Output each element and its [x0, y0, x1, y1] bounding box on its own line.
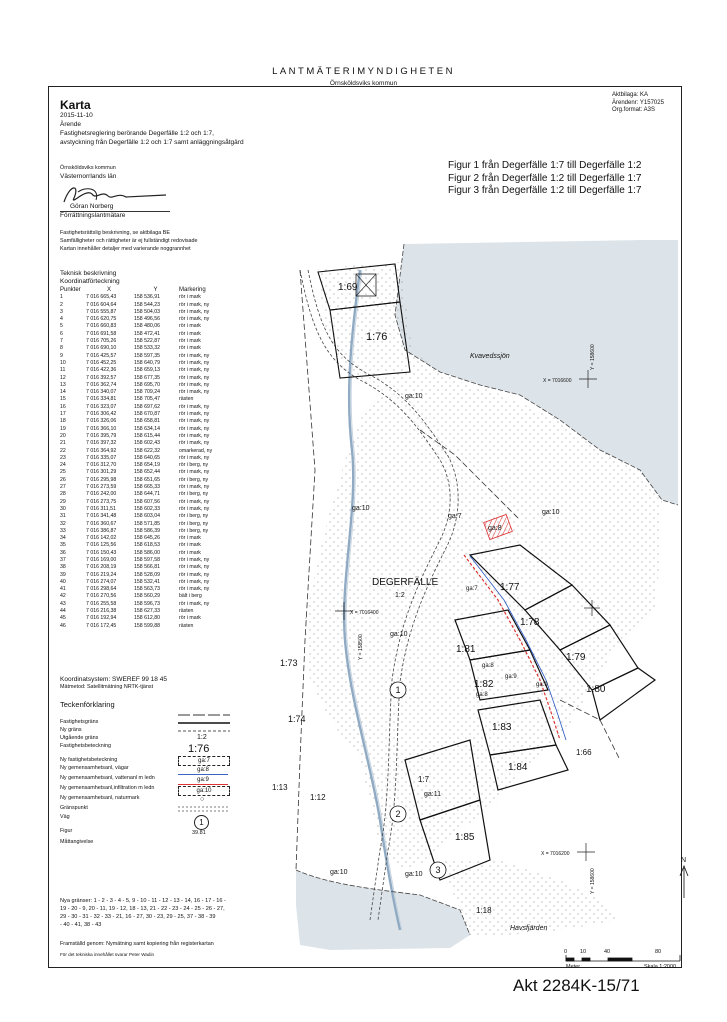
point-number: 37: [60, 556, 66, 563]
doc-date: 2015-11-10: [60, 112, 93, 119]
coord-x: 7 016 364,92: [86, 447, 117, 454]
coord-y: 158 596,73: [134, 600, 160, 607]
legend-sample: 39.81: [192, 830, 206, 836]
marking: rästen: [179, 622, 194, 629]
coord-x: 7 016 142,02: [86, 535, 117, 542]
coord-y: 158 618,53: [134, 542, 160, 549]
legend-label: Väg: [60, 814, 70, 820]
label-ga: ga:10: [405, 871, 423, 878]
legend-sample: 1:2: [197, 734, 207, 741]
signer-title: Förrättningslantmätare: [60, 212, 126, 219]
coord-y: 158 651,65: [134, 476, 160, 483]
marking: rör i berg, ny: [179, 491, 209, 498]
marking: rör i mark, ny: [179, 374, 210, 381]
measure-method: Mätmetod: Satellitmätning NRTK-tjänst: [60, 684, 154, 690]
coord-x: 7 016 397,32: [86, 440, 117, 447]
scale-tick: 40: [604, 949, 611, 955]
coord-x: 7 016 323,07: [86, 403, 117, 410]
new-borders-line: 19 - 20 - 9, 20 - 11, 19 - 12, 18 - 13, 21 - 22 - 23 - 24 - 25 - 26 - 27,: [60, 906, 225, 912]
coord-x: 7 016 295,98: [86, 476, 117, 483]
label-ga: ga:9: [505, 674, 517, 680]
coord-x: 7 016 311,51: [86, 505, 116, 512]
coord-x: 7 016 425,57: [86, 352, 117, 359]
coord-y: 158 670,87: [134, 411, 160, 418]
coord-system: Koordinatsystem: SWEREF 99 18 45: [60, 676, 167, 683]
scale-bar: [566, 955, 680, 961]
coord-y: 158 603,04: [134, 513, 160, 520]
marking: rör i mark, ny: [179, 469, 210, 476]
coord-y: 158 615,44: [134, 432, 160, 439]
label-degerfalle: DEGERFÄLLE: [372, 577, 439, 588]
coord-y: 158 528,09: [134, 571, 160, 578]
org-format: Org.format: A3S: [612, 107, 656, 113]
marking: rör i mark, ny: [179, 418, 210, 425]
office: Örnsköldsviks kommun: [60, 165, 116, 171]
figure-line-1: Figur 1 från Degerfälle 1:7 till Degerfälle 1:2: [448, 160, 642, 171]
coord-y: 158 640,79: [134, 359, 160, 366]
footer-produced: Framställd genom: Nymätning samt kopiering från registerkartan: [60, 941, 214, 947]
marking: rör i mark, ny: [179, 578, 210, 585]
label-parcel: 1:74: [288, 714, 306, 724]
marking: rör i mark, ny: [179, 484, 210, 491]
legend-label: Fastighetsgräns: [60, 719, 99, 725]
marking: rör i berg, ny: [179, 476, 209, 483]
label-parcel: 1:76: [366, 331, 388, 343]
point-number: 14: [60, 389, 66, 396]
coord-x: 7 016 326,06: [86, 418, 117, 425]
coord-x: 7 016 555,87: [86, 308, 117, 315]
point-number: 9: [60, 352, 63, 359]
marking: rör i mark, ny: [179, 367, 210, 374]
coord-y: 158 654,19: [134, 462, 160, 469]
marking: rör i mark, ny: [179, 301, 210, 308]
point-number: 20: [60, 432, 66, 439]
legend-sample: ga:8: [178, 766, 228, 775]
marking: rästen: [179, 608, 194, 615]
marking: rör i mark, ny: [179, 403, 210, 410]
coord-x: 7 016 192,94: [86, 615, 117, 622]
scale-ratio: Skala 1:2000: [644, 964, 677, 970]
coord-y: 158 622,32: [134, 447, 160, 454]
marking: rör i mark: [179, 330, 201, 337]
coord-x: 7 016 216,38: [86, 608, 117, 615]
case-line-1: Fastighetsreglering berörande Degerfälle 1:2 och 1:7,: [60, 130, 214, 137]
point-number: 3: [60, 308, 63, 315]
point-number: 7: [60, 338, 63, 345]
coord-x: 7 016 340,07: [86, 389, 117, 396]
legend-label: Ny gemensamhetsanl, naturmark: [60, 795, 140, 801]
legend-label: Utgående gräns: [60, 735, 99, 741]
point-number: 12: [60, 374, 66, 381]
coord-x: 7 016 604,64: [86, 301, 117, 308]
point-number: 42: [60, 593, 66, 600]
label-ga: ga:8: [482, 663, 494, 669]
label-parcel: 1:83: [492, 722, 512, 733]
coord-x: 7 016 255,58: [86, 600, 117, 607]
marking: rör i mark, ny: [179, 440, 210, 447]
point-number: 23: [60, 454, 66, 461]
coord-y: 158 697,62: [134, 403, 160, 410]
point-number: 24: [60, 462, 66, 469]
authority-name: LANTMÄTERIMYNDIGHETEN: [272, 66, 455, 77]
coord-x: 7 016 301,29: [86, 469, 117, 476]
marking: rör i mark: [179, 323, 201, 330]
label-ga: ga:10: [542, 509, 560, 516]
label-parcel: 1:85: [455, 832, 475, 843]
marking: rör i mark, ny: [179, 571, 210, 578]
point-number: 19: [60, 425, 66, 432]
scale-tick: 0: [564, 949, 568, 955]
point-number: 1: [60, 294, 63, 301]
coord-x: 7 016 620,75: [86, 316, 117, 323]
point-number: 11: [60, 367, 66, 374]
point-number: 32: [60, 520, 66, 527]
coord-y: 158 536,91: [134, 294, 160, 301]
coord-x: 7 016 172,45: [86, 622, 117, 629]
point-number: 15: [60, 396, 66, 403]
coord-x: 7 016 169,00: [86, 556, 117, 563]
point-number: 41: [60, 586, 66, 593]
label-parcel: 1:81: [456, 644, 476, 655]
coord-y: 158 634,14: [134, 425, 160, 432]
coord-y: 158 709,24: [134, 389, 160, 396]
coord-y: 158 658,81: [134, 418, 160, 425]
coord-x: 7 016 341,48: [86, 513, 117, 520]
legend-figure-circle: 1: [194, 815, 209, 830]
point-number: 40: [60, 578, 66, 585]
marking: rör i berg, ny: [179, 462, 209, 469]
coord-x: 7 016 362,74: [86, 381, 117, 388]
legend-label: Ny gemensamhetsanl, vägar: [60, 765, 129, 771]
coord-y: 158 597,58: [134, 556, 160, 563]
arendenr: Ärendenr: Y157025: [612, 99, 664, 106]
new-borders-line: 29 - 30 - 31 - 32 - 33 - 21, 16 - 27, 30 - 23, 29 - 25, 37 - 38 - 39: [60, 914, 216, 920]
marking: rör i mark, ny: [179, 498, 210, 505]
marking: bält i berg: [179, 593, 202, 600]
legend-label: Ny gemensamhetsanl,infiltration m ledn: [60, 785, 155, 791]
marking: rästen: [179, 396, 194, 403]
coord-x: 7 016 306,42: [86, 411, 117, 418]
label-lake: Kvavedssjön: [470, 353, 510, 360]
coord-y: 158 597,35: [134, 352, 160, 359]
label-parcel: 1:13: [272, 783, 288, 792]
coord-y: 158 599,88: [134, 622, 160, 629]
col-header: X: [106, 287, 111, 293]
coord-y: 158 571,85: [134, 520, 160, 527]
marking: rör i mark, ny: [179, 564, 210, 571]
new-borders-line: - 40 - 41, 38 - 43: [60, 922, 102, 928]
grid-label: X = 7016400: [350, 610, 379, 616]
point-number: 18: [60, 418, 66, 425]
marking: rör i mark: [179, 294, 201, 301]
label-parcel: 1:79: [566, 652, 586, 663]
point-number: 35: [60, 542, 66, 549]
boundary-point-icon: ○: [200, 796, 205, 803]
label-ga: ga:7: [448, 513, 462, 520]
label-degerfalle-sub: 1:2: [395, 592, 405, 599]
coord-x: 7 016 273,75: [86, 498, 117, 505]
label-parcel: 1:66: [576, 748, 592, 757]
coord-x: 7 016 335,07: [86, 454, 117, 461]
point-number: 13: [60, 381, 66, 388]
marking: rör i mark: [179, 542, 201, 549]
coord-y: 158 640,65: [134, 454, 160, 461]
marking: rör i mark, ny: [179, 316, 210, 323]
north-label: N: [681, 857, 687, 864]
coord-x: 7 016 691,58: [86, 330, 117, 337]
coord-y: 158 496,56: [134, 316, 160, 323]
coord-y: 158 627,33: [134, 608, 160, 615]
tech-heading: Teknisk beskrivning: [60, 270, 117, 277]
figure-number: 3: [435, 865, 441, 875]
marking: rör i berg, ny: [179, 527, 209, 534]
point-number: 10: [60, 359, 66, 366]
legend-label: Ny gemensamhetsanl, vattenanl m ledn: [60, 775, 155, 781]
coord-x: 7 016 312,70: [86, 462, 117, 469]
point-number: 22: [60, 447, 66, 454]
new-borders-line: Nya gränser: 1 - 2 - 3 - 4 - 5, 9 - 10 - 11 - 12 - 13 - 14, 16 - 17 - 16 -: [60, 898, 226, 904]
figure-number: 2: [395, 809, 401, 819]
coord-y: 158 645,26: [134, 535, 160, 542]
point-number: 33: [60, 527, 66, 534]
marking: rör i mark, ny: [179, 425, 210, 432]
akt-number: Akt 2284K-15/71: [513, 976, 640, 995]
coord-x: 7 016 665,43: [86, 294, 117, 301]
case-line-2: avstyckning från Degerfälle 1:2 och 1:7 samt anläggningsåtgärd: [60, 139, 244, 146]
coord-y: 158 607,56: [134, 498, 160, 505]
coord-x: 7 016 386,87: [86, 527, 117, 534]
label-ga: ga:8: [476, 692, 488, 698]
point-number: 4: [60, 316, 63, 323]
point-number: 25: [60, 469, 66, 476]
label-parcel: 1:78: [520, 617, 540, 628]
coord-x: 7 016 660,83: [86, 323, 117, 330]
marking: rör i berg, ny: [179, 520, 209, 527]
marking: rör i mark: [179, 615, 201, 622]
col-header: Markering: [179, 287, 206, 293]
label-ga: ga:8: [488, 525, 502, 532]
point-number: 30: [60, 505, 66, 512]
legend-label: Ny gräns: [60, 727, 82, 733]
marking: rör i mark, ny: [179, 454, 210, 461]
coord-y: 158 659,13: [134, 367, 160, 374]
coord-y: 158 566,81: [134, 564, 160, 571]
legend-label: Figur: [60, 828, 73, 834]
coord-y: 158 532,41: [134, 578, 160, 585]
municipality-name: Örnsköldsviks kommun: [329, 80, 398, 87]
point-number: 38: [60, 564, 66, 571]
coord-x: 7 016 392,57: [86, 374, 117, 381]
label-parcel: 1:82: [474, 679, 494, 690]
point-number: 34: [60, 535, 66, 542]
marking: rör i mark, ny: [179, 432, 210, 439]
point-number: 26: [60, 476, 66, 483]
legend-label: Ny fastighetsbeteckning: [60, 757, 118, 763]
coord-heading: Koordinatförteckning: [60, 278, 120, 285]
marking: rör i mark, ny: [179, 505, 210, 512]
case-label: Ärende: [60, 121, 81, 128]
coord-x: 7 016 334,81: [86, 396, 117, 403]
coord-y: 158 480,06: [134, 323, 160, 330]
label-parcel: 1:7: [418, 775, 430, 784]
label-ga: ga:10: [390, 631, 408, 638]
label-bay: Havsfjärden: [510, 925, 548, 932]
coord-y: 158 705,47: [134, 396, 160, 403]
label-parcel: 1:69: [338, 282, 358, 293]
marking: rör i mark, ny: [179, 600, 210, 607]
coord-x: 7 016 150,43: [86, 549, 117, 556]
point-number: 28: [60, 491, 66, 498]
legend-label: Måttangivelse: [60, 839, 94, 845]
marking: rör i mark: [179, 535, 201, 542]
coord-y: 158 586,00: [134, 549, 160, 556]
marking: omarkerad, ny: [179, 447, 213, 454]
note-3: Kartan innehåller detaljer med varierande noggrannhet: [60, 246, 191, 252]
coord-y: 158 533,32: [134, 345, 160, 352]
point-number: 6: [60, 330, 63, 337]
point-number: 39: [60, 571, 66, 578]
label-parcel: 1:80: [586, 684, 606, 695]
grid-label: X = 7016200: [541, 851, 570, 857]
coord-x: 7 016 270,56: [86, 593, 117, 600]
legend-label: Gränspunkt: [60, 805, 88, 811]
marking: rör i mark, ny: [179, 381, 210, 388]
coord-x: 7 016 395,79: [86, 432, 117, 439]
marking: rör i mark, ny: [179, 308, 210, 315]
figure-line-3: Figur 3 från Degerfälle 1:2 till Degerfälle 1:7: [448, 185, 642, 196]
point-number: 29: [60, 498, 66, 505]
grid-label: X = 7016600: [543, 378, 572, 384]
point-number: 21: [60, 440, 66, 447]
col-header: Punkter: [60, 287, 81, 293]
label-ga: ga:7: [466, 586, 478, 592]
aktbilaga: Aktbilaga: KA: [612, 92, 649, 98]
coord-x: 7 016 366,10: [86, 425, 117, 432]
point-number: 16: [60, 403, 66, 410]
coord-y: 158 644,71: [134, 491, 160, 498]
county: Västernorrlands län: [60, 173, 117, 180]
marking: rör i mark: [179, 338, 201, 345]
point-number: 5: [60, 323, 63, 330]
marking: rör i mark, ny: [179, 359, 210, 366]
figure-line-2: Figur 2 från Degerfälle 1:2 till Degerfälle 1:7: [448, 172, 642, 184]
label-parcel: 1:73: [280, 658, 298, 668]
land-dotted-main: [305, 386, 662, 870]
coord-y: 158 544,23: [134, 301, 160, 308]
signer-name: Göran Norberg: [70, 203, 114, 210]
legend-sample: 1:76: [188, 743, 210, 755]
bay-havsfjarden: [296, 870, 470, 950]
point-number: 2: [60, 301, 63, 308]
legend-label: Fastighetsbeteckning: [60, 743, 111, 749]
marking: rör i berg, ny: [179, 513, 209, 520]
label-ga: ga:10: [405, 393, 423, 400]
label-parcel: 1:18: [476, 906, 492, 915]
marking: rör i mark, ny: [179, 352, 210, 359]
marking: rör i mark: [179, 345, 201, 352]
label-ga: ga:11: [424, 791, 441, 798]
label-ga: ga:10: [330, 869, 348, 876]
point-number: 31: [60, 513, 66, 520]
marking: rör i mark: [179, 549, 201, 556]
label-parcel: 1:84: [508, 762, 528, 773]
coord-x: 7 016 219,24: [86, 571, 117, 578]
coord-x: 7 016 452,25: [86, 359, 117, 366]
coord-x: 7 016 690,10: [86, 345, 117, 352]
footer-responsible: För det tekniska innehållet svarar Peter Wadin: [60, 952, 155, 957]
coord-x: 7 016 274,07: [86, 578, 117, 585]
coord-y: 158 602,33: [134, 505, 160, 512]
point-number: 46: [60, 622, 66, 629]
label-parcel: 1:77: [500, 582, 520, 593]
scale-unit: Meter: [566, 964, 581, 970]
point-number: 43: [60, 600, 66, 607]
coord-y: 158 563,73: [134, 586, 160, 593]
grid-label: Y = 158600: [590, 344, 596, 370]
coord-x: 7 016 208,19: [86, 564, 117, 571]
coord-y: 158 560,29: [134, 593, 160, 600]
point-number: 45: [60, 615, 66, 622]
point-number: 44: [60, 608, 66, 615]
marking: rör i mark, ny: [179, 389, 210, 396]
coord-y: 158 586,39: [134, 527, 160, 534]
note-2: Samfälligheter och rättigheter är ej fullständigt redovisade: [60, 238, 198, 244]
coord-y: 158 652,44: [134, 469, 160, 476]
coord-y: 158 665,33: [134, 484, 160, 491]
label-ga: ga:9: [536, 682, 548, 688]
coord-y: 158 612,80: [134, 615, 160, 622]
coord-x: 7 016 298,64: [86, 586, 117, 593]
point-number: 27: [60, 484, 66, 491]
coord-y: 158 472,41: [134, 330, 160, 337]
coord-y: 158 677,35: [134, 374, 160, 381]
legend-sample: ga:7: [178, 756, 230, 766]
label-parcel: 1:12: [310, 793, 326, 802]
coord-x: 7 016 273,59: [86, 484, 117, 491]
point-number: 17: [60, 411, 66, 418]
marking: rör i mark, ny: [179, 556, 210, 563]
coord-y: 158 504,03: [134, 308, 160, 315]
point-number: 8: [60, 345, 63, 352]
coord-x: 7 016 125,56: [86, 542, 117, 549]
coord-y: 158 695,70: [134, 381, 160, 388]
grid-label: Y = 158500: [358, 634, 364, 660]
coord-y: 158 522,87: [134, 338, 160, 345]
doc-title: Karta: [60, 98, 91, 112]
figure-number: 1: [395, 685, 401, 695]
coord-x: 7 016 422,36: [86, 367, 117, 374]
marking: rör i mark, ny: [179, 411, 210, 418]
coord-x: 7 016 360,67: [86, 520, 117, 527]
legend-sample: ga:10: [178, 786, 230, 796]
marking: rör i mark, ny: [179, 586, 210, 593]
coord-x: 7 016 242,00: [86, 491, 117, 498]
scale-tick: 80: [655, 949, 662, 955]
scale-tick: 10: [580, 949, 587, 955]
legend-heading: Teckenförklaring: [60, 700, 115, 709]
label-ga: ga:10: [352, 505, 370, 512]
legend-sample: ga:9: [178, 776, 228, 785]
coord-x: 7 016 705,26: [86, 338, 117, 345]
grid-label: Y = 158600: [590, 868, 596, 894]
coord-y: 158 602,43: [134, 440, 160, 447]
note-1: Fastighetsrättslig beskrivning, se aktbilaga BE: [60, 230, 170, 236]
north-arrow: [680, 866, 688, 898]
col-header: Y: [153, 287, 158, 293]
point-number: 36: [60, 549, 66, 556]
